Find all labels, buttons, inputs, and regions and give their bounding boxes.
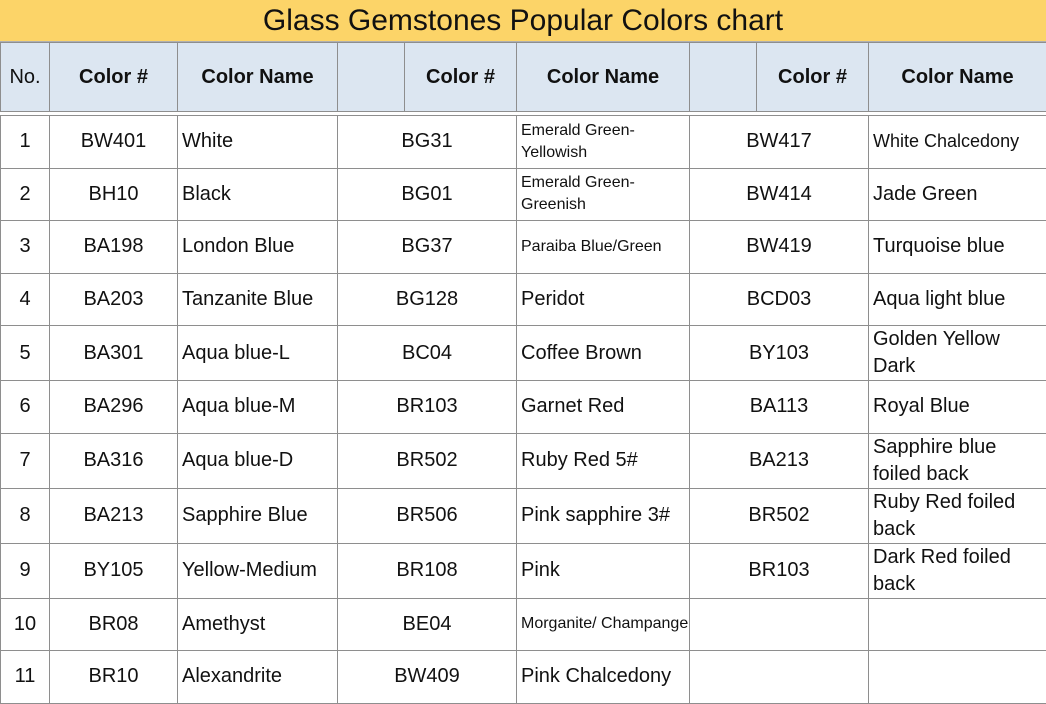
color-name: Sapphire blue foiled back <box>869 433 1046 488</box>
color-code: BA316 <box>50 433 178 488</box>
row-number: 10 <box>1 598 50 651</box>
color-code: BR08 <box>50 598 178 651</box>
color-code: BR103 <box>338 381 517 434</box>
color-name: Pink sapphire 3# <box>517 488 690 543</box>
table-row <box>1 543 1046 598</box>
color-name: Tanzanite Blue <box>178 273 338 326</box>
color-code: BA213 <box>690 433 869 488</box>
color-name: Sapphire Blue <box>178 488 338 543</box>
color-code: BY103 <box>690 326 869 381</box>
header-color-code: Color # <box>405 43 517 112</box>
color-code: BR10 <box>50 651 178 704</box>
color-name <box>869 651 1046 704</box>
color-code: BR103 <box>690 543 869 598</box>
row-number: 7 <box>1 433 50 488</box>
table-row <box>1 381 1046 434</box>
color-code: BW414 <box>690 168 869 221</box>
row-number: 11 <box>1 651 50 704</box>
row-number: 9 <box>1 543 50 598</box>
row-number: 4 <box>1 273 50 326</box>
color-code: BW401 <box>50 116 178 169</box>
color-code: BG01 <box>338 168 517 221</box>
color-name: Yellow-Medium <box>178 543 338 598</box>
color-code <box>690 598 869 651</box>
color-code: BY105 <box>50 543 178 598</box>
table-row <box>1 651 1046 704</box>
color-name: Jade Green <box>869 168 1046 221</box>
color-name: White Chalcedony <box>869 116 1046 169</box>
color-code: BC04 <box>338 326 517 381</box>
color-name: Emerald Green- Yellowish <box>517 116 690 169</box>
color-name: Aqua light blue <box>869 273 1046 326</box>
color-name: Ruby Red foiled back <box>869 488 1046 543</box>
color-code: BR502 <box>338 433 517 488</box>
row-number: 6 <box>1 381 50 434</box>
color-name: Emerald Green- Greenish <box>517 168 690 221</box>
row-number: 8 <box>1 488 50 543</box>
table-row <box>1 433 1046 488</box>
color-name: Pink <box>517 543 690 598</box>
color-code: BA213 <box>50 488 178 543</box>
color-code: BW419 <box>690 221 869 274</box>
header-color-name: Color Name <box>517 43 690 112</box>
table-row <box>1 326 1046 381</box>
color-name: Morganite/ Champange <box>517 598 690 651</box>
color-name: Dark Red foiled back <box>869 543 1046 598</box>
color-code: BG31 <box>338 116 517 169</box>
color-name: Peridot <box>517 273 690 326</box>
color-name: Aqua blue-L <box>178 326 338 381</box>
color-code: BA296 <box>50 381 178 434</box>
color-name <box>869 598 1046 651</box>
color-name: Royal Blue <box>869 381 1046 434</box>
color-code: BR502 <box>690 488 869 543</box>
color-code: BG128 <box>338 273 517 326</box>
row-number: 2 <box>1 168 50 221</box>
table-row <box>1 488 1046 543</box>
header-spacer <box>690 43 757 112</box>
color-name: Garnet Red <box>517 381 690 434</box>
color-name: Paraiba Blue/Green <box>517 221 690 274</box>
color-name: Aqua blue-M <box>178 381 338 434</box>
header-spacer <box>338 43 405 112</box>
color-name: Amethyst <box>178 598 338 651</box>
color-name: Alexandrite <box>178 651 338 704</box>
table-row <box>1 168 1046 221</box>
colors-table <box>0 42 1046 704</box>
color-code: BA198 <box>50 221 178 274</box>
color-code: BW409 <box>338 651 517 704</box>
color-name: Turquoise blue <box>869 221 1046 274</box>
header-color-code: Color # <box>757 43 869 112</box>
color-code: BE04 <box>338 598 517 651</box>
color-code: BCD03 <box>690 273 869 326</box>
color-name: Black <box>178 168 338 221</box>
header-row <box>1 43 1046 112</box>
color-code: BA301 <box>50 326 178 381</box>
color-name: White <box>178 116 338 169</box>
header-color-code: Color # <box>50 43 178 112</box>
color-code: BG37 <box>338 221 517 274</box>
row-number: 1 <box>1 116 50 169</box>
color-name: Ruby Red 5# <box>517 433 690 488</box>
color-code: BA113 <box>690 381 869 434</box>
color-code: BR506 <box>338 488 517 543</box>
table-row <box>1 273 1046 326</box>
header-color-name: Color Name <box>178 43 338 112</box>
table-row <box>1 598 1046 651</box>
color-name: London Blue <box>178 221 338 274</box>
header-color-name: Color Name <box>869 43 1046 112</box>
color-code: BH10 <box>50 168 178 221</box>
color-code: BA203 <box>50 273 178 326</box>
color-name: Golden Yellow Dark <box>869 326 1046 381</box>
color-code: BW417 <box>690 116 869 169</box>
chart-title: Glass Gemstones Popular Colors chart <box>0 0 1046 42</box>
row-number: 3 <box>1 221 50 274</box>
header-no: No. <box>1 43 50 112</box>
table-row <box>1 116 1046 169</box>
color-code <box>690 651 869 704</box>
color-name: Pink Chalcedony <box>517 651 690 704</box>
color-name: Coffee Brown <box>517 326 690 381</box>
table-row <box>1 221 1046 274</box>
row-number: 5 <box>1 326 50 381</box>
color-code: BR108 <box>338 543 517 598</box>
color-name: Aqua blue-D <box>178 433 338 488</box>
